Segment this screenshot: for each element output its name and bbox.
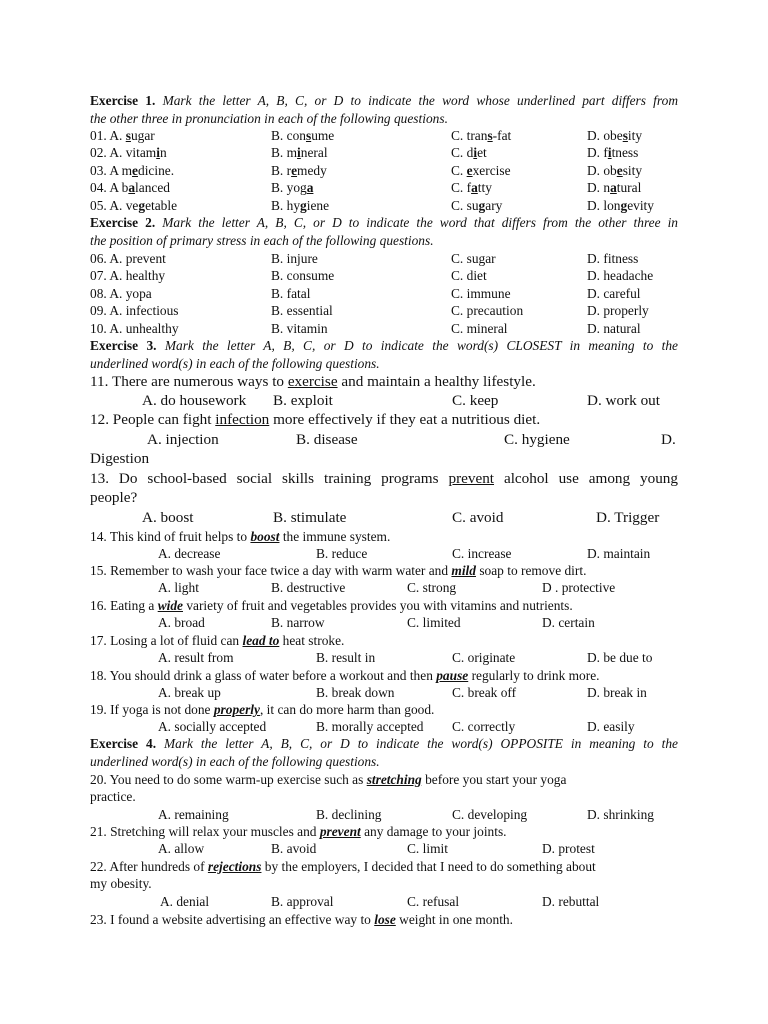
exercise-4-instruction-cont: underlined word(s) in each of the following questions.: [90, 754, 380, 769]
option-a[interactable]: A. decrease: [158, 546, 221, 562]
option-c[interactable]: C. diet: [451, 268, 487, 284]
option-text: xercise: [472, 162, 511, 178]
underlined-letter: g: [478, 197, 486, 213]
option-a[interactable]: 08. A. yopa: [90, 285, 152, 301]
option-d[interactable]: [587, 162, 642, 180]
underlined-letter: e: [132, 162, 138, 178]
underlined-word: rejections: [207, 859, 262, 874]
option-text: et: [477, 145, 487, 161]
underlined-word: prevent: [448, 470, 495, 487]
underlined-word: properly: [213, 702, 260, 717]
option-a[interactable]: A. socially accepted: [158, 719, 267, 735]
underlined-letter: g: [138, 197, 146, 213]
question-22: [90, 858, 678, 876]
option-d[interactable]: D. natural: [587, 320, 641, 336]
option-d[interactable]: D. be due to: [587, 650, 653, 666]
question-13: [90, 470, 678, 488]
q-text: 12. People can fight: [90, 411, 216, 428]
option-d[interactable]: D. protest: [542, 841, 595, 857]
exercise-4-heading: Exercise 4.: [90, 736, 157, 751]
option-text: 03. A m: [90, 162, 133, 178]
exercise-1-instruction-cont: the other three in pronunciation in each of the following questions.: [90, 111, 448, 126]
option-text: medy: [297, 162, 327, 178]
option-d[interactable]: D. fitness: [587, 251, 639, 266]
question-12: [90, 411, 678, 429]
exercise-3-instruction-cont: underlined word(s) in each of the following questions.: [90, 356, 380, 371]
question-12-option-d-text[interactable]: Digestion: [90, 450, 150, 467]
underlined-word: pause: [436, 668, 469, 683]
q-text: 18. You should drink a glass of water before a workout and then: [90, 668, 437, 683]
underlined-word: wide: [157, 598, 183, 613]
option-c[interactable]: [451, 162, 511, 180]
option-c[interactable]: C. increase: [452, 546, 512, 562]
q-text: by the employers, I decided that I need to do something about: [261, 859, 596, 874]
question-18: [90, 667, 678, 685]
q-text: 13. Do school-based social skills training programs: [90, 470, 449, 487]
q-text: 17. Losing a lot of fluid can: [90, 633, 243, 648]
option-a[interactable]: [90, 197, 177, 215]
option-c[interactable]: C. keep: [452, 392, 499, 409]
option-d[interactable]: D. break in: [587, 685, 647, 701]
option-b[interactable]: B. disease: [296, 431, 358, 448]
option-b[interactable]: B. stimulate: [273, 509, 347, 526]
question-20: [90, 771, 678, 789]
exercise-3-instruction: [90, 337, 678, 355]
option-b[interactable]: B. narrow: [271, 615, 325, 631]
option-a[interactable]: [90, 144, 167, 162]
option-d[interactable]: D. certain: [542, 615, 595, 631]
option-b[interactable]: B. injure: [271, 251, 318, 266]
exercise-3-heading: Exercise 3.: [90, 338, 157, 353]
exercise-1-heading: Exercise 1.: [90, 93, 156, 108]
option-text: 04. A b: [90, 180, 129, 196]
exercise-2-instruction-cont: the position of primary stress in each of the following questions.: [90, 233, 434, 248]
question-23: [90, 911, 678, 929]
option-d[interactable]: D. careful: [587, 285, 641, 301]
option-text: neral: [300, 145, 328, 161]
q-text: , it can do more harm than good.: [259, 702, 435, 717]
option-b[interactable]: B. declining: [316, 806, 382, 822]
option-text: tness: [611, 145, 639, 161]
option-a[interactable]: A. broad: [158, 615, 205, 631]
option-text: D. lon: [587, 197, 621, 213]
option-a[interactable]: A. light: [158, 580, 199, 596]
option-text: sity: [622, 162, 643, 178]
option-text: C. tran: [451, 128, 488, 143]
option-text: B. m: [271, 145, 298, 161]
question-17: [90, 632, 678, 650]
option-text: C. f: [451, 180, 472, 196]
option-b[interactable]: B. destructive: [271, 580, 346, 596]
option-text: B. r: [271, 162, 292, 178]
q-text: 23. I found a website advertising an effective way to: [90, 912, 375, 927]
option-a[interactable]: A. do housework: [142, 392, 247, 409]
option-c[interactable]: C. limited: [407, 615, 461, 631]
underlined-letter: a: [610, 180, 617, 196]
instruction-text: Mark the letter A, B, C, or D to indicate the word(s) OPPOSITE in meaning to the: [164, 736, 678, 751]
option-text: ugar: [130, 128, 155, 143]
option-text: 05. A. ve: [90, 197, 139, 213]
question-cont: my obesity.: [90, 876, 152, 892]
q-text: 16. Eating a: [90, 598, 158, 613]
instruction-text: Mark the letter A, B, C, or D to indicate the word that differs from the other three in: [162, 215, 678, 230]
option-a[interactable]: 09. A. infectious: [90, 303, 179, 319]
option-a[interactable]: 06. A. prevent: [90, 251, 166, 266]
option-d[interactable]: D. properly: [587, 303, 649, 319]
question-cont: practice.: [90, 789, 136, 805]
underlined-word: lose: [374, 912, 396, 927]
option-text: ary: [485, 197, 503, 213]
option-b[interactable]: [271, 162, 327, 180]
option-text: D. f: [587, 145, 608, 161]
underlined-letter: s: [125, 128, 131, 143]
underlined-letter: a: [128, 180, 136, 196]
q-text: more effectively if they eat a nutritious diet.: [269, 411, 541, 428]
q-text: 15. Remember to wash your face twice a day with warm water and: [90, 563, 452, 578]
exercise-2-heading: Exercise 2.: [90, 215, 156, 230]
exercise-4-instruction: [90, 735, 678, 753]
option-c[interactable]: [451, 197, 502, 215]
option-b[interactable]: B. break down: [316, 685, 395, 701]
option-text: iene: [306, 197, 330, 213]
option-text: D. obe: [587, 128, 623, 143]
option-c[interactable]: C. avoid: [452, 509, 504, 526]
option-c[interactable]: C. limit: [407, 841, 448, 857]
underlined-word: stretching: [366, 772, 422, 787]
instruction-text: Mark the letter A, B, C, or D to indicate the word whose underlined part differs from: [162, 93, 678, 108]
q-text: variety of fruit and vegetables provides you with vitamins and nutrients.: [182, 598, 573, 613]
q-text: heat stroke.: [279, 633, 345, 648]
instruction-text: Mark the letter A, B, C, or D to indicate the word(s) CLOSEST in meaning to the: [164, 338, 678, 353]
question-13-cont: people?: [90, 489, 138, 506]
option-text: lanced: [135, 180, 170, 196]
option-d[interactable]: D. shrinking: [587, 806, 654, 822]
underlined-word: mild: [451, 563, 476, 578]
option-c[interactable]: C. correctly: [452, 719, 516, 735]
option-c[interactable]: C. mineral: [451, 320, 508, 336]
option-text: 02. A. vitam: [90, 145, 157, 161]
question-19: [90, 701, 678, 719]
option-text: etable: [145, 197, 178, 213]
option-text: D. ob: [587, 162, 617, 178]
underlined-word: exercise: [287, 373, 338, 390]
question-21: [90, 823, 678, 841]
option-a[interactable]: A. allow: [158, 841, 205, 857]
option-d[interactable]: D. rebuttal: [542, 893, 600, 909]
option-text: -fat: [492, 128, 512, 143]
option-text: 01. A.: [90, 128, 126, 143]
option-c[interactable]: C. developing: [452, 806, 528, 822]
underlined-letter: g: [300, 197, 307, 213]
option-b[interactable]: [271, 144, 328, 162]
underlined-letter: a: [306, 180, 314, 196]
option-c[interactable]: C. originate: [452, 650, 516, 666]
underlined-letter: s: [305, 128, 312, 143]
option-d[interactable]: D . protective: [542, 580, 616, 596]
option-text: dicine.: [138, 162, 175, 178]
option-text: B. yog: [271, 180, 307, 196]
underlined-word: boost: [250, 529, 280, 544]
option-text: tural: [616, 180, 642, 196]
option-d[interactable]: D.: [661, 431, 676, 448]
option-text: B. con: [271, 128, 306, 143]
q-text: regularly to drink more.: [468, 668, 600, 683]
option-c[interactable]: [451, 144, 487, 162]
option-text: C. d: [451, 145, 474, 161]
underlined-letter: a: [471, 180, 478, 196]
option-b[interactable]: B. avoid: [271, 841, 317, 857]
question-15: [90, 562, 678, 580]
option-d[interactable]: [587, 144, 638, 162]
q-text: alcohol use among young: [494, 470, 678, 487]
q-text: 19. If yoga is not done: [90, 702, 214, 717]
option-text: evity: [627, 197, 654, 213]
underlined-letter: s: [487, 128, 493, 143]
option-b[interactable]: B. result in: [316, 650, 376, 666]
underlined-letter: e: [466, 162, 473, 178]
option-a[interactable]: A. denial: [160, 893, 210, 909]
option-b[interactable]: B. exploit: [273, 392, 333, 409]
option-b[interactable]: B. approval: [271, 893, 334, 909]
underlined-word: infection: [215, 411, 270, 428]
option-b[interactable]: B. fatal: [271, 285, 311, 301]
option-a[interactable]: [90, 162, 174, 180]
option-d[interactable]: [587, 127, 642, 145]
option-text: n: [159, 145, 167, 161]
underlined-letter: g: [620, 197, 628, 213]
option-a[interactable]: A. break up: [158, 685, 221, 701]
option-b[interactable]: [271, 179, 313, 197]
option-b[interactable]: [271, 197, 329, 215]
option-a[interactable]: A. injection: [147, 431, 219, 448]
exercise-2-instruction: [90, 214, 678, 232]
option-text: tty: [477, 180, 492, 196]
underlined-word: lead to: [242, 633, 280, 648]
option-c[interactable]: C. hygiene: [504, 431, 570, 448]
option-d[interactable]: D. work out: [587, 392, 660, 409]
q-text: any damage to your joints.: [360, 824, 507, 839]
option-d[interactable]: D. easily: [587, 719, 635, 735]
option-d[interactable]: D. Trigger: [596, 509, 660, 526]
underlined-letter: i: [297, 145, 301, 161]
option-c[interactable]: C. sugar: [451, 251, 496, 266]
option-c[interactable]: C. strong: [407, 580, 457, 596]
option-b[interactable]: B. vitamin: [271, 320, 328, 336]
q-text: soap to remove dirt.: [475, 563, 587, 578]
q-text: 14. This kind of fruit helps to: [90, 529, 251, 544]
underlined-letter: e: [291, 162, 298, 178]
option-c[interactable]: [451, 179, 492, 197]
underlined-word: prevent: [319, 824, 361, 839]
option-text: D. n: [587, 180, 611, 196]
option-c[interactable]: C. precaution: [451, 303, 524, 319]
option-b[interactable]: [271, 127, 334, 145]
q-text: 20. You need to do some warm-up exercise such as: [90, 772, 367, 787]
option-a[interactable]: 07. A. healthy: [90, 268, 166, 284]
option-b[interactable]: B. consume: [271, 268, 335, 284]
option-text: C.: [451, 162, 467, 178]
option-c[interactable]: C. refusal: [407, 893, 460, 909]
underlined-letter: i: [156, 145, 160, 161]
underlined-letter: i: [607, 145, 612, 161]
question-14: [90, 528, 678, 546]
option-text: B. hy: [271, 197, 301, 213]
underlined-letter: i: [473, 145, 478, 161]
q-text: the immune system.: [279, 529, 391, 544]
option-d[interactable]: D. headache: [587, 268, 654, 284]
q-text: before you start your yoga: [421, 772, 567, 787]
option-c[interactable]: C. break off: [452, 685, 517, 701]
q-text: 11. There are numerous ways to: [90, 373, 288, 390]
q-text: 22. After hundreds of: [90, 859, 208, 874]
option-a[interactable]: A. result from: [158, 650, 234, 666]
option-text: ity: [627, 128, 643, 143]
option-b[interactable]: B. essential: [271, 303, 333, 319]
exercise-1-instruction: [90, 92, 678, 110]
q-text: 21. Stretching will relax your muscles and: [90, 824, 320, 839]
option-c[interactable]: C. immune: [451, 285, 511, 301]
option-b[interactable]: B. morally accepted: [316, 719, 424, 735]
question-16: [90, 597, 678, 615]
underlined-letter: s: [622, 128, 628, 143]
option-d[interactable]: D. maintain: [587, 546, 651, 562]
option-d[interactable]: [587, 179, 641, 197]
question-11: [90, 373, 678, 391]
option-b[interactable]: B. reduce: [316, 546, 368, 562]
q-text: weight in one month.: [395, 912, 513, 927]
option-c[interactable]: [451, 127, 511, 145]
option-a[interactable]: A. remaining: [158, 806, 229, 822]
underlined-letter: e: [616, 162, 623, 178]
option-a[interactable]: [90, 179, 170, 197]
option-a[interactable]: [90, 127, 155, 145]
q-text: and maintain a healthy lifestyle.: [337, 373, 536, 390]
option-a[interactable]: A. boost: [142, 509, 194, 526]
option-a[interactable]: 10. A. unhealthy: [90, 320, 179, 336]
option-text: ume: [311, 128, 335, 143]
option-d[interactable]: [587, 197, 654, 215]
option-text: C. su: [451, 197, 479, 213]
